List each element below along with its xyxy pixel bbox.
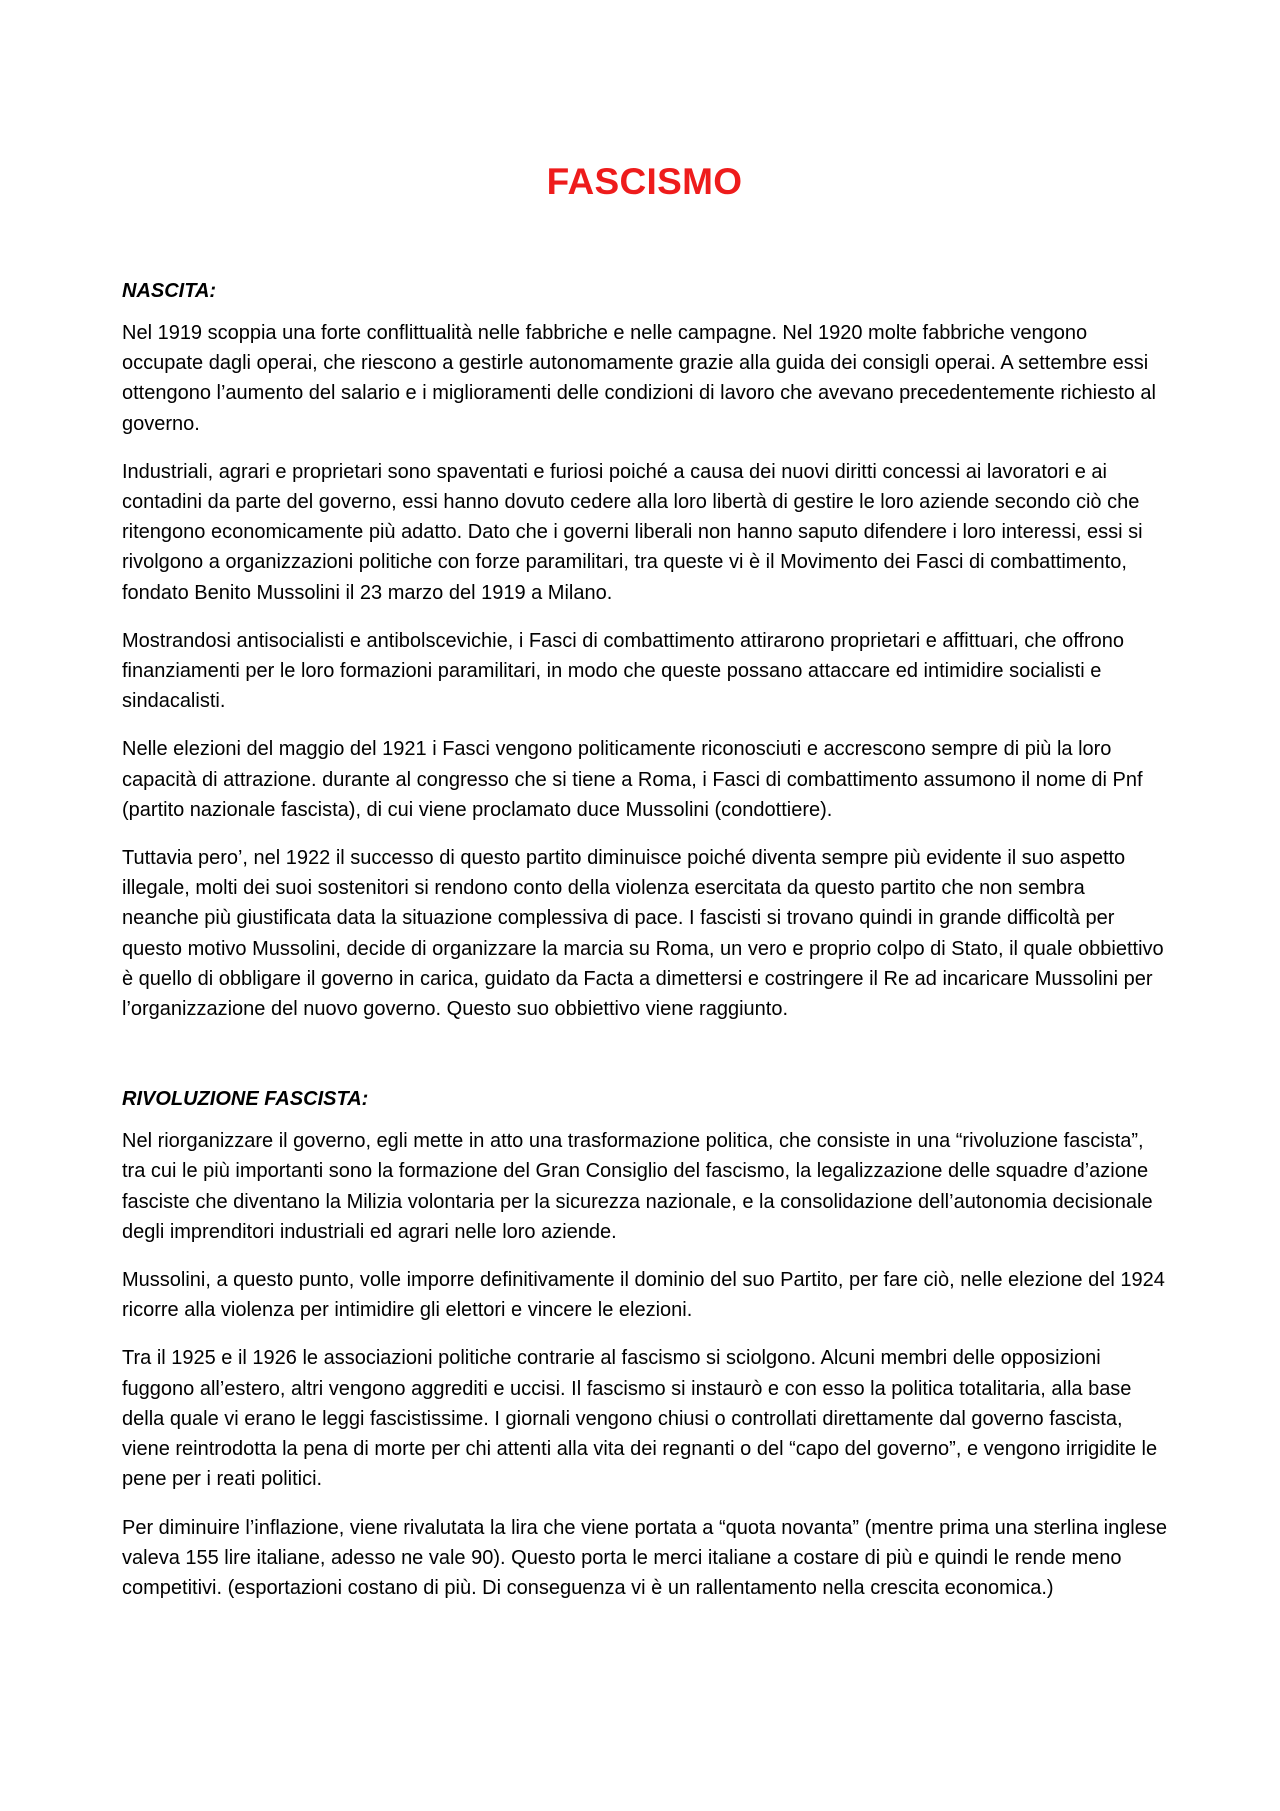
paragraph: Mostrandosi antisocialisti e antibolscevichie, i Fasci di combattimento attirarono proprietari e affittuari, che offrono finanziamenti per le loro formazioni paramilitari, in modo che queste possano attaccare ed intimidire socialisti e sindacalisti. <box>122 629 1124 713</box>
paragraph: Tra il 1925 e il 1926 le associazioni politiche contrarie al fascismo si sciolgono. Alcuni membri delle opposizioni fuggono all’estero, altri vengono aggrediti e uccisi. Il fascismo si instaurò e con esso la politica totalitaria, alla base della quale vi erano le leggi fascistissime. I giornali vengono chiusi o controllati direttamente dal governo fascista, viene reintrodotta la pena di morte per chi attenti alla vita dei regnanti o del “capo del governo”, e vengono irrigidite le pene per i reati politici. <box>122 1347 1158 1491</box>
section-nascita <box>122 276 1167 1024</box>
document-page <box>122 150 1167 1621</box>
paragraph: Tuttavia pero’, nel 1922 il successo di questo partito diminuisce poiché diventa sempre più evidente il suo aspetto illegale, molti dei suoi sostenitori si rendono conto della violenza esercitata da questo partito che non sembra neanche più giustificata data la situazione complessiva di pace. I fascisti si trovano quindi in grande difficoltà per questo motivo Mussolini, decide di organizzare la marcia su Roma, un vero e proprio colpo di Stato, il quale obbiettivo è quello di obbligare il governo in carica, guidato da Facta a dimettersi e costringere il Re ad incaricare Mussolini per l’organizzazione del nuovo governo. Questo suo obbiettivo viene raggiunto. <box>122 847 1164 1021</box>
section-rivoluzione-fascista <box>122 1084 1167 1603</box>
paragraph: Nel riorganizzare il governo, egli mette in atto una trasformazione politica, che consiste in una “rivoluzione fascista”, tra cui le più importanti sono la formazione del Gran Consiglio del fascismo, la legalizzazione delle squadre d’azione fasciste che diventano la Milizia volontaria per la sicurezza nazionale, e la consolidazione dell’autonomia decisionale degli imprenditori industriali ed agrari nelle loro aziende. <box>122 1130 1153 1243</box>
paragraph: Nelle elezioni del maggio del 1921 i Fasci vengono politicamente riconosciuti e accrescono sempre di più la loro capacità di attrazione. durante al congresso che si tiene a Roma, i Fasci di combattimento assumono il nome di Pnf (partito nazionale fascista), di cui viene proclamato duce Mussolini (condottiere). <box>122 738 1143 821</box>
section-heading: RIVOLUZIONE FASCISTA: <box>122 1088 369 1111</box>
page-title: FASCISMO <box>546 161 743 202</box>
paragraph: Mussolini, a questo punto, volle imporre definitivamente il dominio del suo Partito, per fare ciò, nelle elezione del 1924 ricorre alla violenza per intimidire gli elettori e vincere le elezioni. <box>122 1269 1165 1322</box>
paragraph: Industriali, agrari e proprietari sono spaventati e furiosi poiché a causa dei nuovi diritti concessi ai lavoratori e ai contadini da parte del governo, essi hanno dovuto cedere alla loro libertà di gestire le loro aziende secondo ciò che ritengono economicamente più adatto. Dato che i governi liberali non hanno saputo difendere i loro interessi, essi si rivolgono a organizzazioni politiche con forze paramilitari, tra queste vi è il Movimento dei Fasci di combattimento, fondato Benito Mussolini il 23 marzo del 1919 a Milano. <box>122 460 1143 604</box>
section-heading: NASCITA: <box>122 280 217 302</box>
paragraph: Nel 1919 scoppia una forte conflittualità nelle fabbriche e nelle campagne. Nel 1920 molte fabbriche vengono occupate dagli operai, che riescono a gestirle autonomamente grazie alla guida dei consigli operai. A settembre essi ottengono l’aumento del salario e i miglioramenti delle condizioni di lavoro che avevano precedentemente richiesto al governo. <box>122 322 1156 435</box>
paragraph: Per diminuire l’inflazione, viene rivalutata la lira che viene portata a “quota novanta” (mentre prima una sterlina inglese valeva 155 lire italiane, adesso ne vale 90). Questo porta le merci italiane a costare di più e quindi le rende meno competitivi. (esportazioni costano di più. Di conseguenza vi è un rallentamento nella crescita economica.) <box>122 1516 1167 1599</box>
